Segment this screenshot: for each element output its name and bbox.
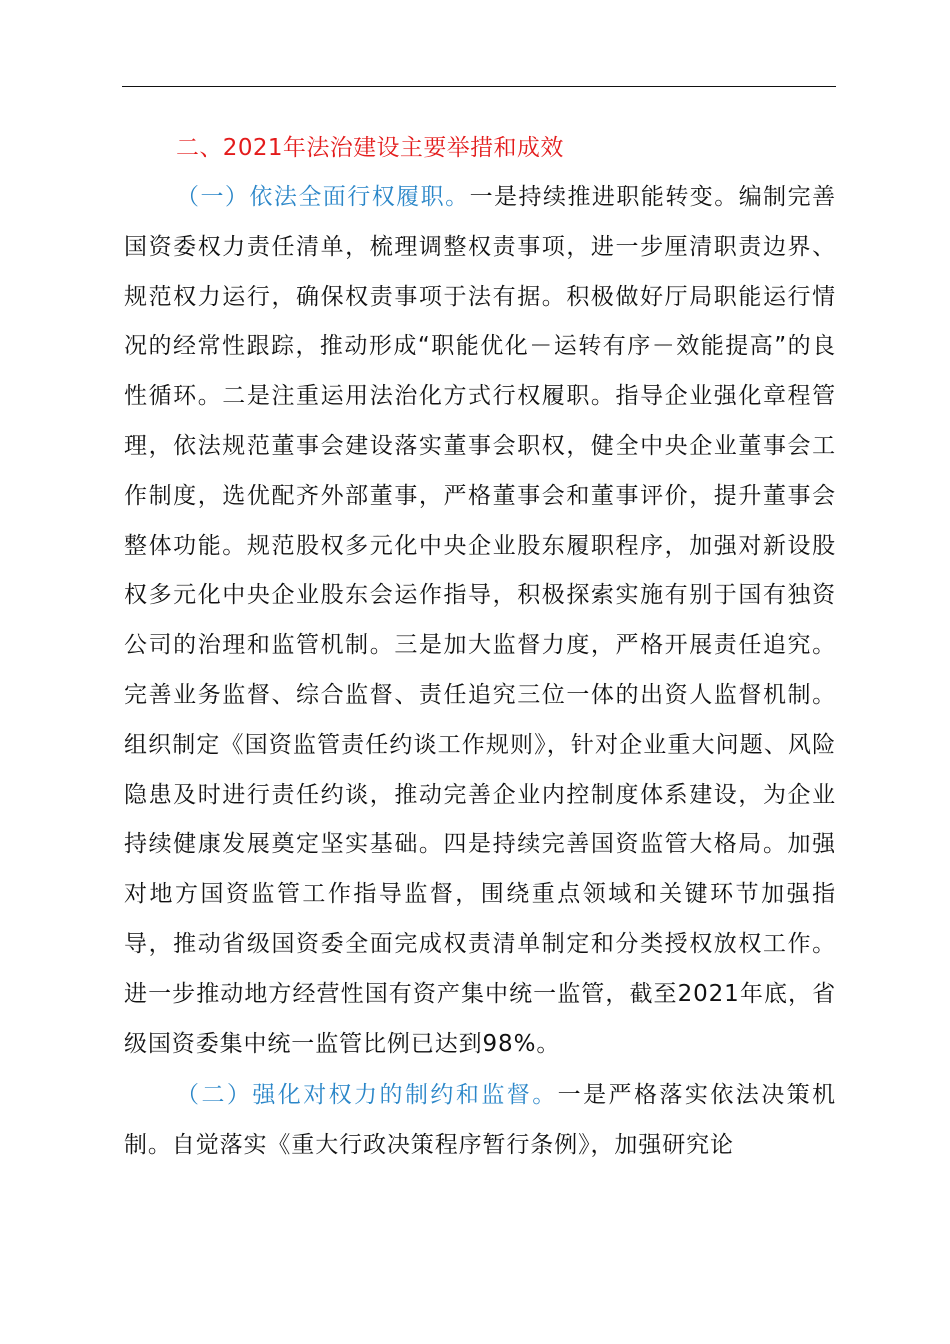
- header-rule: [122, 86, 836, 87]
- paragraph-1: [124, 173, 836, 1069]
- subheading-1: （一）依法全面行权履职。: [176, 184, 470, 210]
- paragraph-2: [124, 1071, 836, 1171]
- document-body: [124, 124, 836, 1171]
- section-heading: 二、2021年法治建设主要举措和成效: [176, 135, 564, 161]
- paragraph-1-text: 一是持续推进职能转变。编制完善国资委权力责任清单，梳理调整权责事项，进一步厘清职责边界、规范权力运行，确保权责事项于法有据。积极做好厅局职能运行情况的经常性跟踪，推动形成“职能优化－运转有序－效能提高”的良性循环。二是注重运用法治化方式行权履职。指导企业强化章程管理，依法规范董事会建设落实董事会职权，健全中央企业董事会工作制度，选优配齐外部董事，严格董事会和董事评价，提升董事会整体功能。规范股权多元化中央企业股东履职程序，加强对新设股权多元化中央企业股东会运作指导，积极探索实施有别于国有独资公司的治理和监管机制。三是加大监督力度，严格开展责任追究。完善业务监督、综合监督、责任追究三位一体的出资人监督机制。组织制定《国资监管责任约谈工作规则》，针对企业重大问题、风险隐患及时进行责任约谈，推动完善企业内控制度体系建设，为企业持续健康发展奠定坚实基础。四是持续完善国资监管大格局。加强对地方国资监管工作指导监督，围绕重点领域和关键环节加强指导，推动省级国资委全面完成权责清单制定和分类授权放权工作。进一步推动地方经营性国有资产集中统一监管，截至2021年底，省级国资委集中统一监管比例已达到98%。: [124, 184, 837, 1057]
- paragraph-2-text: 一是严格落实依法决策机制。自觉落实《重大行政决策程序暂行条例》，加强研究论: [124, 1082, 836, 1159]
- subheading-2: （二）强化对权力的制约和监督。: [176, 1082, 558, 1109]
